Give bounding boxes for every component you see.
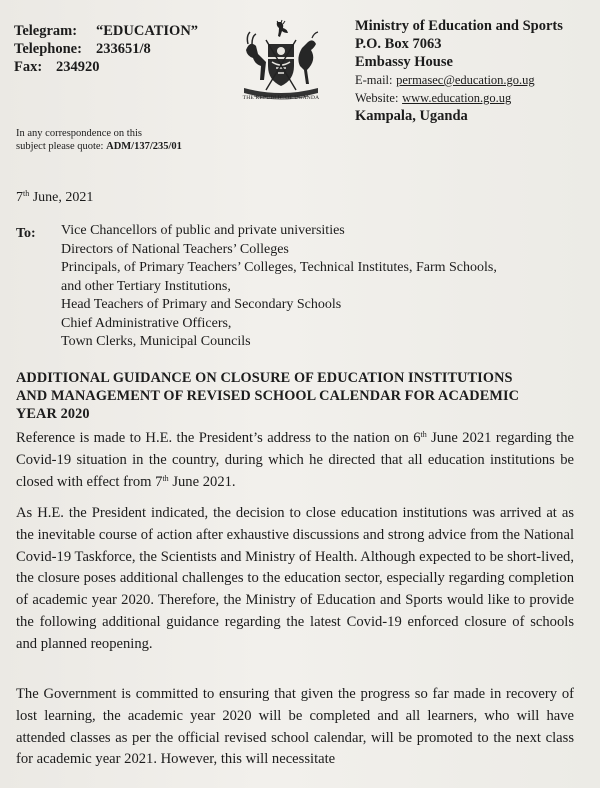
- fax-line: [14, 58, 198, 76]
- addressee-line: Principals, of Primary Teachers’ Colleges, Technical Institutes, Farm Schools,: [61, 260, 497, 275]
- addressee-line: Town Clerks, Municipal Councils: [61, 334, 251, 349]
- p1-text-c: June 2021.: [168, 473, 236, 490]
- addressee-line: and other Tertiary Institutions,: [61, 278, 231, 294]
- website-line: [355, 89, 563, 107]
- addressee-line: Vice Chancellors of public and private universities: [61, 223, 345, 238]
- reference-note: [16, 127, 182, 153]
- subject-line: ADDITIONAL GUIDANCE ON CLOSURE OF EDUCATION INSTITUTIONS: [16, 370, 513, 386]
- ministry-name: Ministry of Education and Sports: [355, 18, 563, 34]
- subject-line: YEAR 2020: [16, 406, 90, 422]
- reference-line-1: In any correspondence on this: [16, 128, 142, 139]
- p3-text: The Government is committed to ensuring that given the progress so far made in recovery of lost learning, the academic year 2020 will be completed and all learners, who will have attended classes as per the official revised school calendar, will be promoted to the next class for academic year 2021. However, this will necessitate: [16, 686, 574, 768]
- building-name: Embassy House: [355, 54, 453, 70]
- contact-block: [14, 22, 198, 76]
- reference-line-2: [16, 140, 182, 153]
- reference-code: ADM/137/235/01: [106, 141, 182, 152]
- po-box: P.O. Box 7063: [355, 36, 442, 52]
- addressee-list: [61, 222, 497, 352]
- p1-text-b: June 2021 regarding the Covid-19 situation in the country, during which he directed that all education institutions be closed with effect from 7: [16, 430, 574, 490]
- subject-heading: [16, 369, 519, 423]
- website-label: Website:: [355, 91, 399, 105]
- telegram-label: Telegram:: [14, 23, 78, 39]
- reference-prefix: subject please quote:: [16, 141, 107, 152]
- p1-text-a: Reference is made to H.E. the President’s address to the nation on 6: [16, 430, 421, 446]
- p1-sup-a: th: [420, 430, 427, 439]
- letter-date: [16, 190, 93, 206]
- p2-text: As H.E. the President indicated, the decision to close education institutions was arrived at as the inevitable course of action after exhaustive discussions and strong advice from the National Covid-19 Taskforce, the Scientists and Ministry of Health. Although expected to be short-lived, the closure poses additional challenges to the education sector, especially regarding completion of academic year 2020. Therefore, the Ministry of Education and Sports would like to provide the following additional guidance regarding the latest Covid-19 enforced closure of schools and planned reopening.: [16, 505, 574, 652]
- crest-caption: THE REPUBLIC OF UGANDA: [242, 95, 320, 101]
- telephone-line: [14, 40, 198, 58]
- telegram-value: “EDUCATION”: [96, 23, 199, 39]
- date-day: 7: [16, 190, 23, 205]
- email-line: [355, 71, 563, 89]
- fax-value: 234920: [56, 59, 100, 75]
- addressee-line: Directors of National Teachers’ Colleges: [61, 241, 289, 257]
- telegram-line: [14, 22, 198, 40]
- city: Kampala, Uganda: [355, 108, 468, 124]
- email-link[interactable]: permasec@education.go.ug: [396, 73, 535, 87]
- fax-label: Fax:: [14, 59, 43, 75]
- telephone-label: Telephone:: [14, 41, 82, 57]
- body-paragraph-2: [16, 503, 574, 656]
- telephone-value: 233651/8: [96, 41, 151, 57]
- addressee-line: Head Teachers of Primary and Secondary Schools: [61, 297, 342, 312]
- body-paragraph-1: [16, 428, 574, 493]
- website-link[interactable]: www.education.go.ug: [402, 91, 512, 105]
- date-rest: June, 2021: [29, 190, 94, 205]
- date-suffix: th: [23, 189, 30, 198]
- email-label: E-mail:: [355, 73, 393, 87]
- to-label: To:: [16, 226, 36, 241]
- body-paragraph-3: [16, 684, 574, 771]
- subject-line: AND MANAGEMENT OF REVISED SCHOOL CALENDAR FOR ACADEMIC: [16, 388, 520, 404]
- p1-sup-b: th: [162, 473, 169, 483]
- ministry-address-block: [355, 17, 563, 125]
- addressee-line: Chief Administrative Officers,: [61, 315, 232, 331]
